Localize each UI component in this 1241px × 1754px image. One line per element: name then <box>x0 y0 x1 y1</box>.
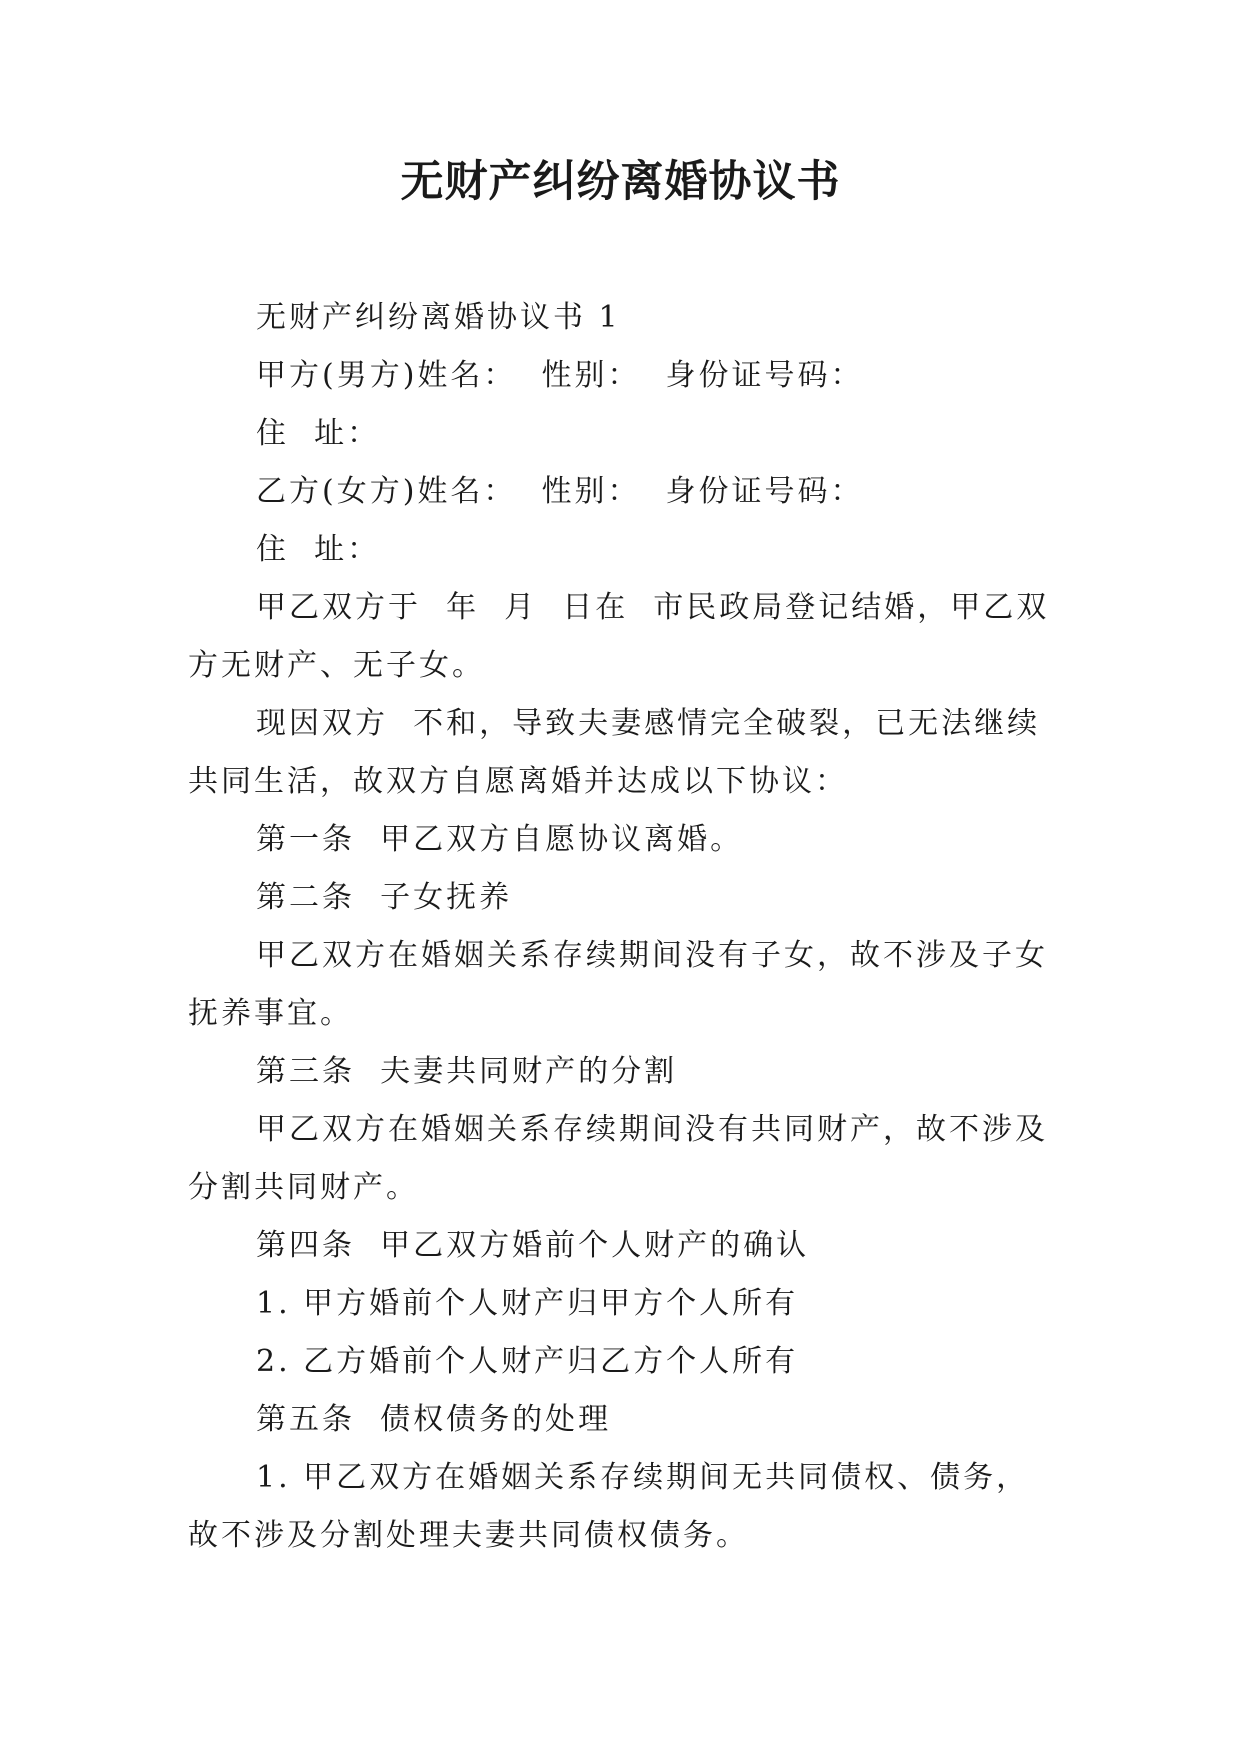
article-4-heading: 第四条 甲乙双方婚前个人财产的确认 <box>256 1228 810 1263</box>
party-a-info: 甲方(男方)姓名： 性别： 身份证号码： <box>256 358 864 393</box>
article-5-item-1: 1. 甲乙双方在婚姻关系存续期间无共同债权、债务，故不涉及分割处理夫妻共同债权债务。 <box>188 1460 1030 1553</box>
article-4-item-2: 2. 乙方婚前个人财产归乙方个人所有 <box>256 1344 799 1379</box>
article-5-heading: 第五条 债权债务的处理 <box>256 1402 612 1437</box>
document-title: 无财产纠纷离婚协议书 <box>400 157 841 207</box>
party-b-info: 乙方(女方)姓名： 性别： 身份证号码： <box>256 474 864 509</box>
party-a-address: 住 址： <box>256 416 381 451</box>
subtitle-paragraph: 无财产纠纷离婚协议书 1 <box>256 300 621 335</box>
article-1-heading: 第一条 甲乙双方自愿协议离婚。 <box>256 822 744 857</box>
article-2-body: 甲乙双方在婚姻关系存续期间没有子女，故不涉及子女抚养事宜。 <box>188 938 1048 1031</box>
article-2-heading: 第二条 子女抚养 <box>256 880 513 915</box>
document-body <box>188 289 1058 1565</box>
article-3-heading: 第三条 夫妻共同财产的分割 <box>256 1054 678 1089</box>
article-4-item-1: 1. 甲方婚前个人财产归甲方个人所有 <box>256 1286 799 1321</box>
party-b-address: 住 址： <box>256 532 381 567</box>
divorce-reason-paragraph: 现因双方 不和，导致夫妻感情完全破裂，已无法继续共同生活，故双方自愿离婚并达成以下协议： <box>188 706 1041 799</box>
article-3-body: 甲乙双方在婚姻关系存续期间没有共同财产，故不涉及分割共同财产。 <box>188 1112 1048 1205</box>
marriage-registration-paragraph: 甲乙双方于 年 月 日在 市民政局登记结婚，甲乙双方无财产、无子女。 <box>188 590 1050 683</box>
